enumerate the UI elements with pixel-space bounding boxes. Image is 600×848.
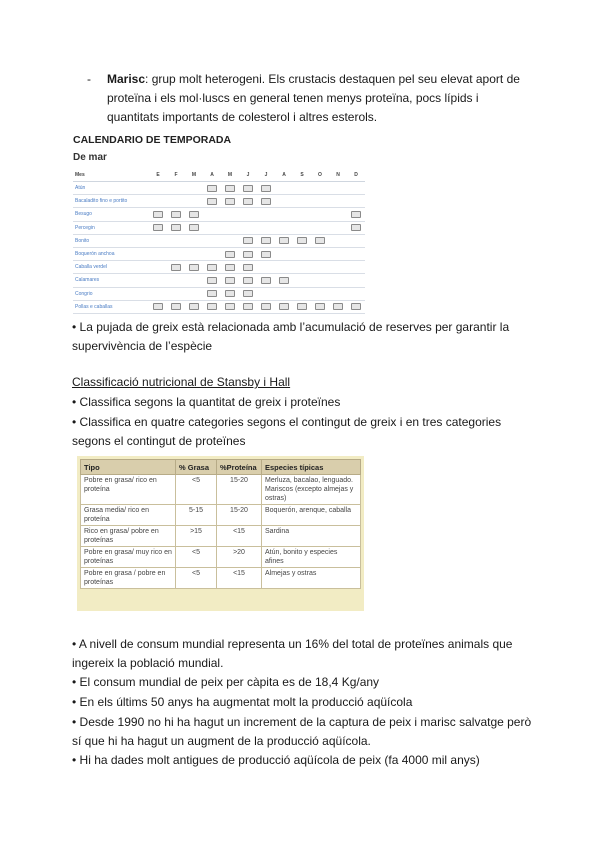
season-calendar-table xyxy=(73,168,365,314)
calendar-cell xyxy=(257,221,275,234)
fish-icon xyxy=(189,224,199,231)
calendar-cell xyxy=(293,182,311,195)
fish-icon xyxy=(261,303,271,310)
calendar-cell xyxy=(203,221,221,234)
calendar-cell xyxy=(149,195,167,208)
calendar-cell xyxy=(185,182,203,195)
nutrition-row xyxy=(81,568,361,589)
calendar-cell xyxy=(203,234,221,247)
calendar-cell xyxy=(257,182,275,195)
calendar-cell xyxy=(185,247,203,260)
calendar-cell xyxy=(149,247,167,260)
fish-icon xyxy=(189,264,199,271)
calendar-cell xyxy=(257,195,275,208)
fish-icon xyxy=(351,224,361,231)
calendar-cell xyxy=(257,247,275,260)
nutrition-header-row xyxy=(81,460,361,475)
calendar-cell xyxy=(347,208,365,221)
calendar-cell xyxy=(185,221,203,234)
calendar-header-label: Mes xyxy=(73,168,149,182)
calendar-cell xyxy=(149,221,167,234)
nutrition-row xyxy=(81,526,361,547)
nutrition-table xyxy=(80,459,361,589)
calendar-month-header: E xyxy=(149,168,167,182)
calendar-cell xyxy=(203,274,221,287)
header-grasa: % Grasa xyxy=(176,460,217,475)
fish-icon xyxy=(207,277,217,284)
calendar-cell xyxy=(347,221,365,234)
calendar-cell xyxy=(221,247,239,260)
fish-icon xyxy=(225,251,235,258)
fact-1: • A nivell de consum mundial representa un 16% del total de proteïnes animals que ingereix la població mundial. xyxy=(72,637,513,670)
calendar-cell xyxy=(293,221,311,234)
nutrition-cell-grasa: <5 xyxy=(176,547,217,568)
calendar-species-name: Atún xyxy=(73,182,149,195)
calendar-cell xyxy=(239,300,257,313)
nutrition-cell-tipo: Pobre en grasa / pobre en proteínas xyxy=(81,568,176,589)
calendar-cell xyxy=(329,274,347,287)
stansby-bullet-1: • Classifica segons la quantitat de greix i proteïnes xyxy=(72,395,341,409)
calendar-cell xyxy=(203,300,221,313)
fish-icon xyxy=(243,198,253,205)
calendar-cell xyxy=(185,208,203,221)
fish-icon xyxy=(315,303,325,310)
fish-icon xyxy=(279,277,289,284)
calendar-month-header: S xyxy=(293,168,311,182)
calendar-cell xyxy=(149,234,167,247)
fish-icon xyxy=(207,198,217,205)
fish-icon xyxy=(153,224,163,231)
fish-icon xyxy=(243,264,253,271)
nutrition-cell-proteina: >20 xyxy=(217,547,262,568)
fish-icon xyxy=(261,185,271,192)
fish-icon xyxy=(207,303,217,310)
fish-icon xyxy=(243,303,253,310)
calendar-cell xyxy=(257,274,275,287)
calendar-month-header: O xyxy=(311,168,329,182)
calendar-cell xyxy=(347,300,365,313)
nutrition-cell-tipo: Rico en grasa/ pobre en proteínas xyxy=(81,526,176,547)
calendar-cell xyxy=(329,287,347,300)
fact-3: • En els últims 50 anys ha augmentat molt la producció aqüícola xyxy=(72,695,413,709)
calendar-cell xyxy=(293,247,311,260)
calendar-cell xyxy=(293,261,311,274)
fish-icon xyxy=(207,290,217,297)
reserve-note: • La pujada de greix està relacionada amb l’acumulació de reserves per garantir la supervivència de l’espècie xyxy=(72,320,510,353)
fish-icon xyxy=(153,303,163,310)
fish-icon xyxy=(261,237,271,244)
calendar-cell xyxy=(275,300,293,313)
nutrition-cell-tipo: Grasa media/ rico en proteína xyxy=(81,505,176,526)
header-tipo: Tipo xyxy=(81,460,176,475)
calendar-cell xyxy=(203,182,221,195)
fish-icon xyxy=(243,185,253,192)
nutrition-cell-tipo: Pobre en grasa/ rico en proteína xyxy=(81,475,176,505)
calendar-cell xyxy=(347,195,365,208)
calendar-cell xyxy=(275,195,293,208)
calendar-title: CALENDARIO DE TEMPORADA xyxy=(73,134,232,146)
nutrition-row xyxy=(81,475,361,505)
fish-icon xyxy=(225,264,235,271)
calendar-cell xyxy=(203,195,221,208)
nutrition-cell-tipo: Pobre en grasa/ muy rico en proteínas xyxy=(81,547,176,568)
calendar-cell xyxy=(221,195,239,208)
calendar-cell xyxy=(293,208,311,221)
fact-5: • Hi ha dades molt antigues de producció aqüícola de peix (fa 4000 mil anys) xyxy=(72,753,480,767)
fish-icon xyxy=(225,185,235,192)
calendar-cell xyxy=(311,274,329,287)
calendar-cell xyxy=(149,274,167,287)
calendar-cell xyxy=(185,300,203,313)
calendar-month-header: A xyxy=(203,168,221,182)
dash-marker: - xyxy=(87,72,91,86)
calendar-cell xyxy=(329,234,347,247)
fish-icon xyxy=(225,277,235,284)
calendar-cell xyxy=(167,221,185,234)
calendar-cell xyxy=(167,234,185,247)
calendar-cell xyxy=(329,261,347,274)
fish-icon xyxy=(171,264,181,271)
calendar-cell xyxy=(311,221,329,234)
calendar-cell xyxy=(329,195,347,208)
calendar-cell xyxy=(149,182,167,195)
nutrition-cell-proteina: <15 xyxy=(217,568,262,589)
calendar-cell xyxy=(185,195,203,208)
calendar-cell xyxy=(149,287,167,300)
calendar-row xyxy=(73,182,365,195)
nutrition-cell-grasa: >15 xyxy=(176,526,217,547)
calendar-cell xyxy=(167,300,185,313)
stansby-bullet-2: • Classifica en quatre categories segons el contingut de greix i en tres categories segons el contingut de proteïnes xyxy=(72,415,502,448)
calendar-cell xyxy=(239,234,257,247)
fish-icon xyxy=(243,290,253,297)
calendar-species-name: Percegin xyxy=(73,221,149,234)
fish-icon xyxy=(207,185,217,192)
nutrition-cell-especies: Atún, bonito y especies afines xyxy=(262,547,361,568)
nutrition-cell-proteina: 15-20 xyxy=(217,475,262,505)
calendar-cell xyxy=(167,247,185,260)
calendar-cell xyxy=(221,221,239,234)
calendar-cell xyxy=(257,261,275,274)
fish-icon xyxy=(279,303,289,310)
calendar-cell xyxy=(221,182,239,195)
marisc-term: Marisc xyxy=(107,72,146,86)
calendar-cell xyxy=(275,274,293,287)
calendar-cell xyxy=(167,261,185,274)
calendar-cell xyxy=(167,182,185,195)
calendar-cell xyxy=(239,182,257,195)
fish-icon xyxy=(279,237,289,244)
calendar-cell xyxy=(293,300,311,313)
calendar-cell xyxy=(185,274,203,287)
calendar-month-header: F xyxy=(167,168,185,182)
calendar-species-name: Calamares xyxy=(73,274,149,287)
calendar-species-name: Pollas e caballas xyxy=(73,300,149,313)
calendar-row xyxy=(73,300,365,313)
calendar-cell xyxy=(185,234,203,247)
calendar-row xyxy=(73,208,365,221)
calendar-month-header: J xyxy=(239,168,257,182)
calendar-cell xyxy=(257,287,275,300)
calendar-cell xyxy=(329,300,347,313)
fish-icon xyxy=(171,224,181,231)
stansby-heading: Classificació nutricional de Stansby i Hall xyxy=(72,375,291,389)
calendar-species-name: Bonito xyxy=(73,234,149,247)
calendar-cell xyxy=(203,247,221,260)
fish-icon xyxy=(351,211,361,218)
fish-icon xyxy=(225,303,235,310)
fact-2: • El consum mundial de peix per càpita es de 18,4 Kg/any xyxy=(72,675,380,689)
fact-4: • Desde 1990 no hi ha hagut un increment de la captura de peix i marisc salvatge però sí que hi ha hagut un augment de la producció aqüícola. xyxy=(72,715,532,748)
calendar-month-header: A xyxy=(275,168,293,182)
calendar-cell xyxy=(311,287,329,300)
calendar-cell xyxy=(239,221,257,234)
calendar-cell xyxy=(221,300,239,313)
calendar-cell xyxy=(203,287,221,300)
calendar-species-name: Caballa verdel xyxy=(73,261,149,274)
calendar-row xyxy=(73,274,365,287)
fish-icon xyxy=(261,198,271,205)
calendar-cell xyxy=(293,287,311,300)
calendar-cell xyxy=(293,274,311,287)
calendar-row xyxy=(73,247,365,260)
calendar-cell xyxy=(311,234,329,247)
calendar-cell xyxy=(347,247,365,260)
fish-icon xyxy=(189,303,199,310)
fish-icon xyxy=(297,237,307,244)
nutrition-cell-proteina: <15 xyxy=(217,526,262,547)
nutrition-cell-proteina: 15-20 xyxy=(217,505,262,526)
fish-icon xyxy=(243,277,253,284)
calendar-row xyxy=(73,234,365,247)
calendar-cell xyxy=(257,300,275,313)
calendar-cell xyxy=(239,261,257,274)
nutrition-row xyxy=(81,547,361,568)
fish-icon xyxy=(207,264,217,271)
calendar-row xyxy=(73,221,365,234)
calendar-cell xyxy=(167,195,185,208)
calendar-cell xyxy=(167,208,185,221)
calendar-cell xyxy=(203,208,221,221)
calendar-cell xyxy=(239,274,257,287)
calendar-cell xyxy=(239,247,257,260)
calendar-month-header: M xyxy=(221,168,239,182)
nutrition-cell-especies: Merluza, bacalao, lenguado. Mariscos (excepto almejas y ostras) xyxy=(262,475,361,505)
fish-icon xyxy=(315,237,325,244)
calendar-cell xyxy=(311,247,329,260)
nutrition-cell-grasa: <5 xyxy=(176,475,217,505)
calendar-row xyxy=(73,287,365,300)
calendar-cell xyxy=(347,287,365,300)
calendar-species-name: Boquerón anchoa xyxy=(73,247,149,260)
calendar-cell xyxy=(239,208,257,221)
calendar-cell xyxy=(347,274,365,287)
calendar-cell xyxy=(311,300,329,313)
calendar-subtitle: De mar xyxy=(73,152,107,163)
calendar-cell xyxy=(311,195,329,208)
nutrition-cell-grasa: 5-15 xyxy=(176,505,217,526)
calendar-cell xyxy=(149,300,167,313)
calendar-species-name: Besugo xyxy=(73,208,149,221)
fish-icon xyxy=(171,211,181,218)
calendar-cell xyxy=(347,234,365,247)
calendar-row xyxy=(73,261,365,274)
fish-icon xyxy=(153,211,163,218)
header-proteina: %Proteína xyxy=(217,460,262,475)
fish-icon xyxy=(225,198,235,205)
calendar-cell xyxy=(329,208,347,221)
header-especies: Especies típicas xyxy=(262,460,361,475)
calendar-cell xyxy=(185,261,203,274)
calendar-cell xyxy=(275,234,293,247)
calendar-cell xyxy=(221,234,239,247)
calendar-cell xyxy=(221,274,239,287)
fish-icon xyxy=(171,303,181,310)
calendar-month-header: N xyxy=(329,168,347,182)
nutrition-cell-especies: Almejas y ostras xyxy=(262,568,361,589)
calendar-cell xyxy=(149,261,167,274)
calendar-cell xyxy=(239,195,257,208)
calendar-cell xyxy=(221,287,239,300)
calendar-cell xyxy=(185,287,203,300)
nutrition-cell-especies: Boquerón, arenque, caballa xyxy=(262,505,361,526)
calendar-cell xyxy=(221,261,239,274)
calendar-species-name: Bacaladito fino e portito xyxy=(73,195,149,208)
calendar-cell xyxy=(275,208,293,221)
marisc-bullet xyxy=(87,70,520,127)
fish-icon xyxy=(189,211,199,218)
nutrition-cell-grasa: <5 xyxy=(176,568,217,589)
calendar-cell xyxy=(275,221,293,234)
fish-icon xyxy=(297,303,307,310)
calendar-cell xyxy=(275,182,293,195)
calendar-cell xyxy=(329,247,347,260)
calendar-cell xyxy=(275,247,293,260)
fish-icon xyxy=(243,251,253,258)
fish-icon xyxy=(351,303,361,310)
calendar-month-header: D xyxy=(347,168,365,182)
calendar-cell xyxy=(167,287,185,300)
calendar-month-header: M xyxy=(185,168,203,182)
nutrition-cell-especies: Sardina xyxy=(262,526,361,547)
calendar-month-header: J xyxy=(257,168,275,182)
calendar-cell xyxy=(329,182,347,195)
calendar-cell xyxy=(293,195,311,208)
fish-icon xyxy=(261,277,271,284)
calendar-header-row xyxy=(73,168,365,182)
calendar-cell xyxy=(239,287,257,300)
calendar-cell xyxy=(275,287,293,300)
calendar-cell xyxy=(275,261,293,274)
nutrition-row xyxy=(81,505,361,526)
calendar-cell xyxy=(257,234,275,247)
calendar-species-name: Congrio xyxy=(73,287,149,300)
fish-icon xyxy=(261,251,271,258)
calendar-cell xyxy=(347,182,365,195)
calendar-cell xyxy=(293,234,311,247)
calendar-cell xyxy=(347,261,365,274)
fish-icon xyxy=(333,303,343,310)
calendar-cell xyxy=(329,221,347,234)
calendar-cell xyxy=(167,274,185,287)
calendar-row xyxy=(73,195,365,208)
calendar-cell xyxy=(311,261,329,274)
calendar-cell xyxy=(149,208,167,221)
calendar-cell xyxy=(311,208,329,221)
calendar-cell xyxy=(311,182,329,195)
calendar-cell xyxy=(257,208,275,221)
fish-icon xyxy=(243,237,253,244)
fish-icon xyxy=(225,290,235,297)
calendar-cell xyxy=(203,261,221,274)
marisc-description: : grup molt heterogeni. Els crustacis destaquen pel seu elevat aport de proteïna i els mol·luscs en general tenen menys proteïna, pocs lípids i quantitats importants de colesterol i altres esterols. xyxy=(107,72,520,124)
calendar-cell xyxy=(221,208,239,221)
